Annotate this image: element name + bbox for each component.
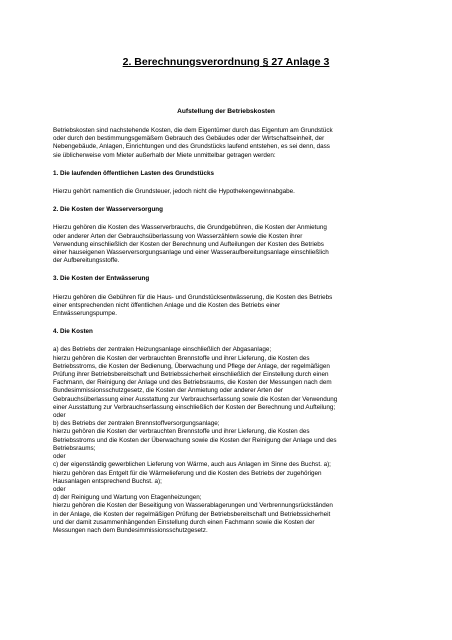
text-line: d) der Reinigung und Wartung von Etagenheizungen; [53,494,202,502]
text-line: hierzu gehören das Entgelt für die Wärmelieferung und die Kosten des Betriebs der zugehörigen [53,469,322,477]
text-line: Messungen nach dem Bundesimmissionsschutzgesetz. [53,526,208,534]
text-line: Betriebsraums; [53,444,96,452]
section-4-text [53,346,399,535]
text-line: Hierzu gehören die Kosten des Wasserverbrauchs, die Grundgebühren, die Kosten der Anmietung [53,224,327,232]
text-line: einer entsprechenden nicht öffentlichen Anlage und die Kosten des Betriebs einer [53,301,281,309]
text-line: Gebrauchsüberlassung einer Ausstattung zur Verbrauchserfassung sowie die Kosten der Verwendung [53,395,338,403]
text-line: c) der eigenständig gewerblichen Lieferung von Wärme, auch aus Anlagen im Sinne des Buchst. a); [53,461,331,469]
text-line: einer Ausstattung zur Verbrauchserfassung einschließlich der Kosten der Berechnung und Aufteilung; [53,403,336,411]
text-line: Fachmann, der Reinigung der Anlage und des Betriebsraums, die Kosten der Messungen nach dem [53,379,332,387]
section-2-heading: 2. Die Kosten der Wasserversorgung [53,206,163,214]
text-line: Betriebsstroms und die Kosten der Überwachung sowie die Kosten der Reinigung der Anlage und des [53,436,337,444]
text-line: Verwendung einschließlich der Kosten der Berechnung und Aufteilungen der Kosten des Betriebs [53,240,324,248]
text-line: Nebengebäude, Anlagen, Einrichtungen und des Grundstücks laufend entstehen, es sei denn, dass [53,143,330,151]
document-subtitle: Aufstellung der Betriebskosten [177,108,275,115]
text-line: Prüfung ihrer Betriebsbereitschaft und Betriebssicherheit einschließlich der Einstellung durch einen [53,371,329,379]
section-1-heading: 1. Die laufenden öffentlichen Lasten des Grundstücks [53,169,214,177]
text-line: hierzu gehören die Kosten der verbrauchten Brennstoffe und ihrer Lieferung, die Kosten des [53,354,310,362]
text-line: hierzu gehören die Kosten der verbrauchten Brennstoffe und ihrer Lieferung, die Kosten des [53,428,310,436]
text-line: a) des Betriebs der zentralen Heizungsanlage einschließlich der Abgasanlage; [53,346,272,354]
section-3-heading: 3. Die Kosten der Entwässerung [53,275,150,283]
text-line: Hierzu gehören die Gebühren für die Haus- und Grundstücksentwässerung, die Kosten des Betriebs [53,293,333,301]
text-line: in der Anlage, die Kosten der regelmäßigen Prüfung der Betriebsbereitschaft und Betriebssicherheit [53,510,331,518]
text-line: oder durch den bestimmungsgemäßem Gebrauch des Gebäudes oder der Wirtschaftseinheit, der [53,135,325,143]
text-line: oder [53,485,66,493]
document-title: 2. Berechnungsverordnung § 27 Anlage 3 [122,56,330,68]
text-line: Hausanlagen entsprechend Buchst. a); [53,477,162,485]
section-2-text [53,224,399,265]
section-3-text [53,294,399,319]
text-line: Hierzu gehört namentlich die Grundsteuer, jedoch nicht die Hypothekengewinnabgabe. [53,188,295,196]
section-1-text [53,188,399,196]
text-line: Entwässerungspumpe. [53,310,118,318]
text-line: Betriebsstroms, die Kosten der Bedienung, Überwachung und Pflege der Anlage, der regelmäßigen [53,362,330,370]
text-line: oder [53,453,66,461]
text-line: Bundesimmissionsschutzgesetz, die Kosten der Anmietung oder anderer Arten der [53,387,283,395]
text-line: oder [53,412,66,420]
intro-paragraph [53,127,399,160]
section-4-heading: 4. Die Kosten [53,328,93,336]
text-line: Betriebskosten sind nachstehende Kosten, die dem Eigentümer durch das Eigentum am Grundstück [53,127,333,134]
text-line: b) des Betriebs der zentralen Brennstoffversorgungsanlage; [53,420,220,428]
text-line: einer hauseigenen Wasserversorgungsanlage und einer Wasseraufbereitungsanlage einschließlich [53,249,329,257]
text-line: hierzu gehören die Kosten der Beseitigung von Wasserablagerungen und Verbrennungsrückständen [53,502,333,510]
text-line: der Aufbereitungsstoffe. [53,257,120,265]
text-line: sie üblicherweise vom Mieter außerhalb der Miete unmittelbar getragen werden: [53,151,276,159]
text-line: und der damit zusammenhängenden Einstellung durch einen Fachmann sowie die Kosten der [53,518,315,526]
text-line: oder anderer Arten der Gebrauchsüberlassung von Wasserzählern sowie die Kosten ihrer [53,232,303,240]
